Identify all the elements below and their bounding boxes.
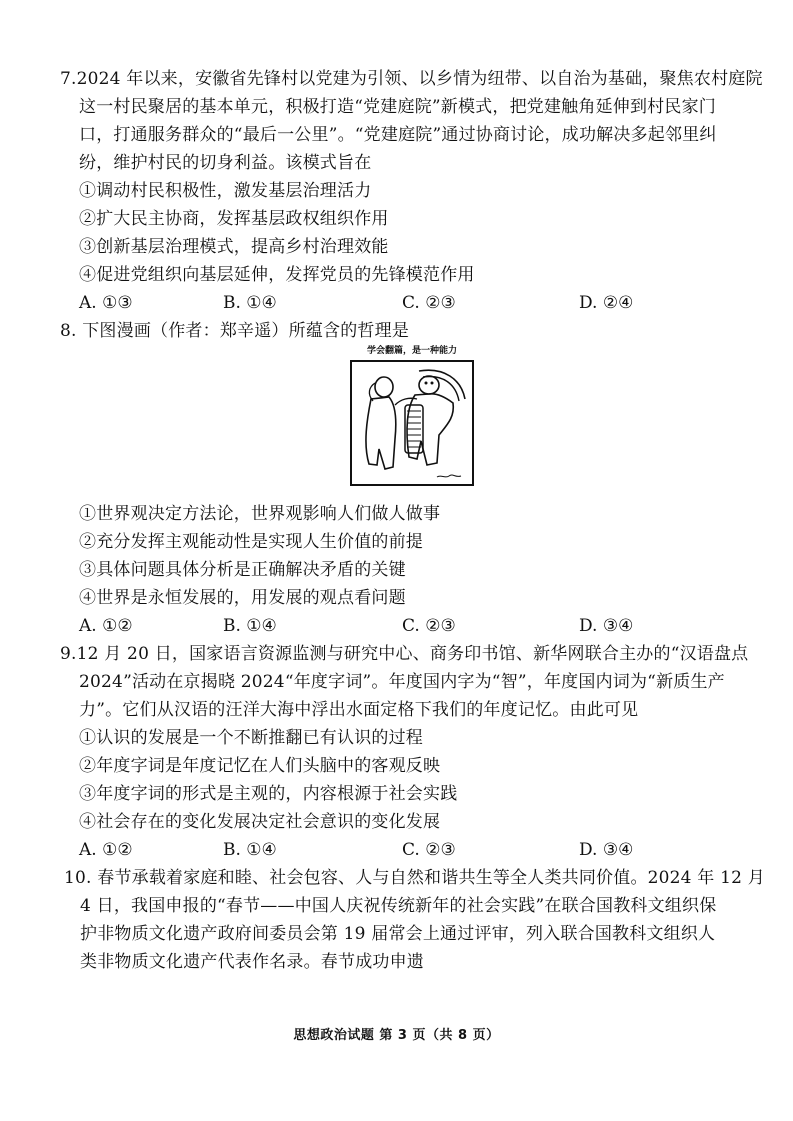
q7-option-2: ②扩大民主协商，发挥基层政权组织作用 — [79, 209, 389, 229]
q8-choice-d: D. ③④ — [579, 616, 634, 636]
q10-stem-line-4: 类非物质文化遗产代表作名录。春节成功申遗 — [80, 952, 424, 972]
q8-choice-c: C. ②③ — [402, 616, 456, 636]
q9-stem-line-1: 9.12 月 20 日，国家语言资源监测与研究中心、商务印书馆、新华网联合主办的“汉语盘点 — [60, 644, 749, 664]
q7-stem-line-4: 纷，维护村民的切身利益。该模式旨在 — [79, 153, 372, 173]
q9-choice-a: A. ①② — [79, 840, 133, 860]
q7-choices — [79, 292, 699, 314]
q9-choices — [79, 839, 699, 861]
q9-option-4: ④社会存在的变化发展决定社会意识的变化发展 — [79, 812, 441, 832]
q7-choice-d: D. ②④ — [579, 293, 634, 313]
q9-option-1: ①认识的发展是一个不断推翻已有认识的过程 — [79, 728, 423, 748]
q7-option-3: ③创新基层治理模式，提高乡村治理效能 — [79, 237, 389, 257]
q7-option-1: ①调动村民积极性，激发基层治理活力 — [79, 181, 372, 201]
q9-choice-c: C. ②③ — [402, 840, 456, 860]
cartoon-figure — [349, 345, 475, 487]
page-footer: 思想政治试题 第 3 页（共 8 页） — [293, 1028, 500, 1043]
q8-stem: 8. 下图漫画（作者：郑辛遥）所蕴含的哲理是 — [60, 321, 410, 341]
q9-option-2: ②年度字词是年度记忆在人们头脑中的客观反映 — [79, 756, 441, 776]
q8-option-1: ①世界观决定方法论，世界观影响人们做人做事 — [79, 504, 441, 524]
cartoon-caption: 学会翻篇，是一种能力 — [366, 346, 457, 356]
q7-stem-line-3: 口，打通服务群众的“最后一公里”。“党建庭院”通过协商讨论，成功解决多起邻里纠 — [79, 125, 717, 145]
q9-option-3: ③年度字词的形式是主观的，内容根源于社会实践 — [79, 784, 458, 804]
q9-choice-b: B. ①④ — [223, 840, 277, 860]
q7-choice-a: A. ①③ — [79, 293, 133, 313]
q7-stem-line-1: 7.2024 年以来，安徽省先锋村以党建为引领、以乡情为纽带、以自治为基础，聚焦农村庭院 — [60, 69, 763, 89]
q8-choices — [79, 615, 699, 637]
q9-stem-line-3: 力”。它们从汉语的汪洋大海中浮出水面定格下我们的年度记忆。由此可见 — [79, 700, 639, 720]
cartoon-illustration — [349, 359, 475, 487]
q10-stem-line-1: 10. 春节承载着家庭和睦、社会包容、人与自然和谐共生等全人类共同价值。2024 年 12 月 — [64, 868, 765, 888]
q9-stem-line-2: 2024”活动在京揭晓 2024“年度字词”。年度国内字为“智”，年度国内词为“新质生产 — [79, 672, 725, 692]
q7-option-4: ④促进党组织向基层延伸，发挥党员的先锋模范作用 — [79, 265, 475, 285]
q8-option-3: ③具体问题具体分析是正确解决矛盾的关键 — [79, 560, 406, 580]
q9-choice-d: D. ③④ — [579, 840, 634, 860]
q8-choice-a: A. ①② — [79, 616, 133, 636]
q10-stem-line-2: 4 日，我国申报的“春节——中国人庆祝传统新年的社会实践”在联合国教科文组织保 — [80, 896, 717, 916]
q7-choice-b: B. ①④ — [223, 293, 277, 313]
q7-choice-c: C. ②③ — [402, 293, 456, 313]
q8-choice-b: B. ①④ — [223, 616, 277, 636]
q8-option-2: ②充分发挥主观能动性是实现人生价值的前提 — [79, 532, 423, 552]
q7-stem-line-2: 这一村民聚居的基本单元，积极打造“党建庭院”新模式，把党建触角延伸到村民家门 — [79, 97, 716, 117]
q8-option-4: ④世界是永恒发展的，用发展的观点看问题 — [79, 588, 406, 608]
q10-stem-line-3: 护非物质文化遗产政府间委员会第 19 届常会上通过评审，列入联合国教科文组织人 — [80, 924, 716, 944]
